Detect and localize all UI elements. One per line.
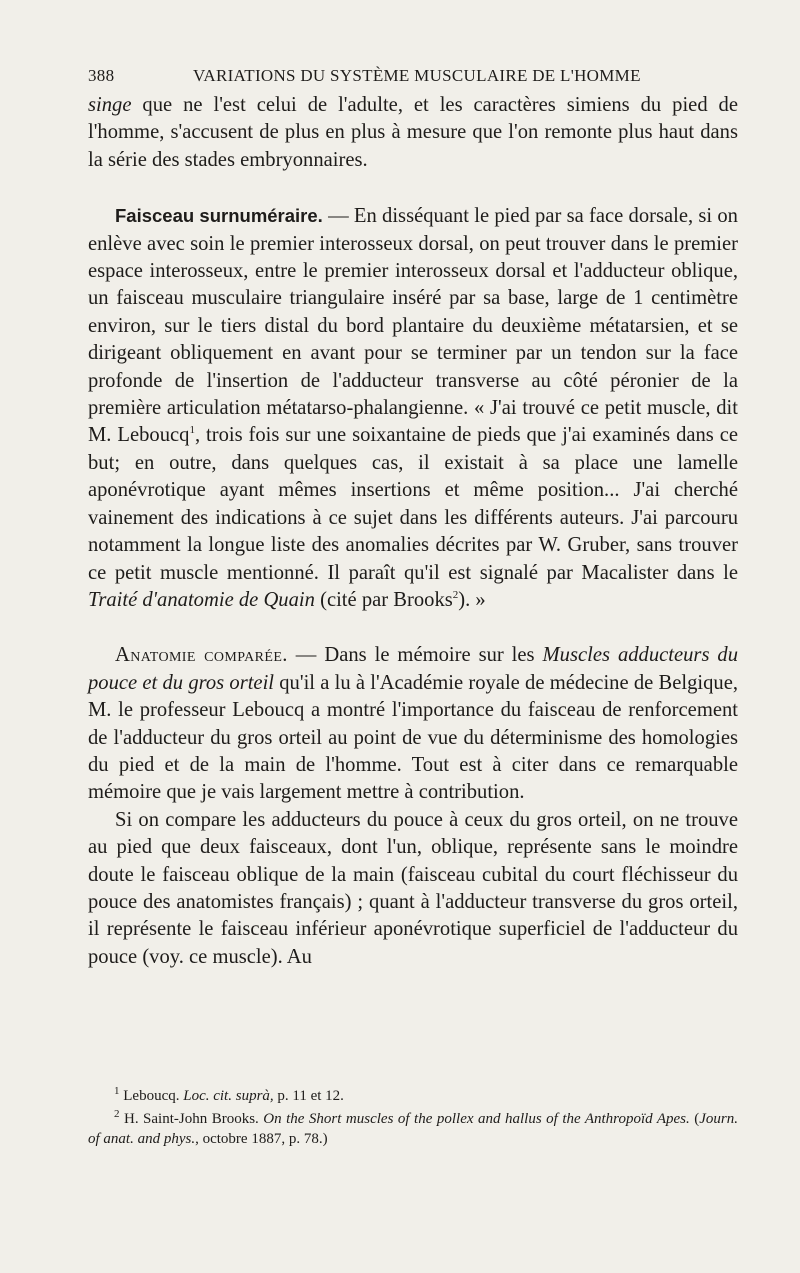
paragraph-text: , trois fois sur une soixantaine de pieds que j'ai examinés dans ce but; en outre, dans quelques cas, il existait à sa place une lamelle aponévrotique ayant mêmes insertions et même position... J'ai cherché vainement des indications à ce sujet dans les différents auteurs. J'ai parcouru notamment la longue liste des anomalies décrites par W. Gruber, sans trouver ce petit muscle mentionné. Il paraît qu'il est signalé par Macalister dans le <box>88 424 739 584</box>
paragraph-text: — En disséquant le pied par sa face dorsale, si on enlève avec soin le premier interosseux dorsal, on peut trouver dans le premier espace interosseux, entre le premier interosseux dorsal et l'adducteur oblique, un faisceau musculaire triangulaire inséré par sa base, large de 1 centimètre environ, sur le tiers distal du bord plantaire du deuxième métatarsien, et se dirigeant obliquement en avant pour se terminer par un tendon sur la face profonde de l'insertion de l'adducteur transverse au côté péronier de la première articulation métatarso-phalangienne. « J'ai trouvé ce petit muscle, dit M. Leboucq <box>88 205 738 447</box>
paragraph-anatomie-comparee <box>88 642 738 806</box>
paragraph-text: — Dans le mémoire sur les <box>287 644 543 667</box>
paragraph-text: ). » <box>458 588 486 611</box>
footnote-italic: Loc. cit. suprà, <box>183 1088 274 1104</box>
footnote-1 <box>88 1086 738 1106</box>
footnote-text: ( <box>689 1111 700 1127</box>
footnote-italic: Journ. of anat. and phys. <box>88 1111 738 1147</box>
footnote-text: , octobre 1887, p. 78.) <box>195 1131 328 1147</box>
footnote-mark: 2 <box>114 1108 120 1120</box>
footnote-italic: On the Short muscles of the pollex and hallus of the Anthropoïd Apes. <box>263 1111 690 1127</box>
paragraph-text: qu'il a lu à l'Académie royale de médecine de Belgique, M. le professeur Leboucq a montré l'importance du faisceau de renforcement de l'adducteur du gros orteil au point de vue du déterminisme des homologies du pied et de la main de l'homme. Tout est à citer dans ce remarquable mémoire que je vais largement mettre à contribution. <box>88 671 738 804</box>
paragraph-1 <box>88 92 738 174</box>
section-heading: Faisceau surnuméraire. <box>115 205 323 227</box>
paragraph-text: que ne l'est celui de l'adulte, et les caractères simiens du pied de l'homme, s'accusent de plus en plus à mesure que l'on remonte plus haut dans la série des stades embryonnaires. <box>88 94 738 171</box>
italic-word: singe <box>88 94 132 116</box>
footnote-mark: 1 <box>114 1085 120 1097</box>
paragraph-text: (cité par Brooks <box>314 588 453 611</box>
book-page <box>88 64 738 971</box>
italic-title: Muscles adducteurs du pouce et du gros orteil <box>88 644 739 694</box>
paragraph-faisceau-surnumeraire <box>88 202 738 614</box>
paragraph-4 <box>88 807 738 971</box>
footnote-ref-1[interactable]: 1 <box>189 424 195 437</box>
italic-reference: Traité d'anatomie de Quain <box>88 588 315 611</box>
footnote-text: H. Saint-John Brooks. <box>119 1111 264 1127</box>
footnote-ref-2[interactable]: 2 <box>452 589 459 602</box>
body-text <box>88 92 738 971</box>
running-header <box>88 64 738 92</box>
page-number: 388 <box>88 66 115 85</box>
running-title: VARIATIONS DU SYSTÈME MUSCULAIRE DE L'HOMME <box>193 66 641 85</box>
footnote-text: Leboucq. <box>119 1088 184 1104</box>
footnotes <box>88 1086 738 1152</box>
footnote-text: p. 11 et 12. <box>273 1088 344 1104</box>
footnote-2 <box>88 1109 738 1149</box>
section-heading-smallcaps: Anatomie comparée. <box>115 644 288 667</box>
paragraph-text: Si on compare les adducteurs du pouce à ceux du gros orteil, on ne trouve au pied que deux faisceaux, dont l'un, oblique, représente sans le moindre doute le faisceau oblique de la main (faisceau cubital du court fléchisseur du pouce des anatomistes français) ; quant à l'adducteur transverse du gros orteil, il représente le faisceau inférieur aponévrotique superficiel de l'adducteur du pouce (voy. ce muscle). Au <box>88 808 738 968</box>
